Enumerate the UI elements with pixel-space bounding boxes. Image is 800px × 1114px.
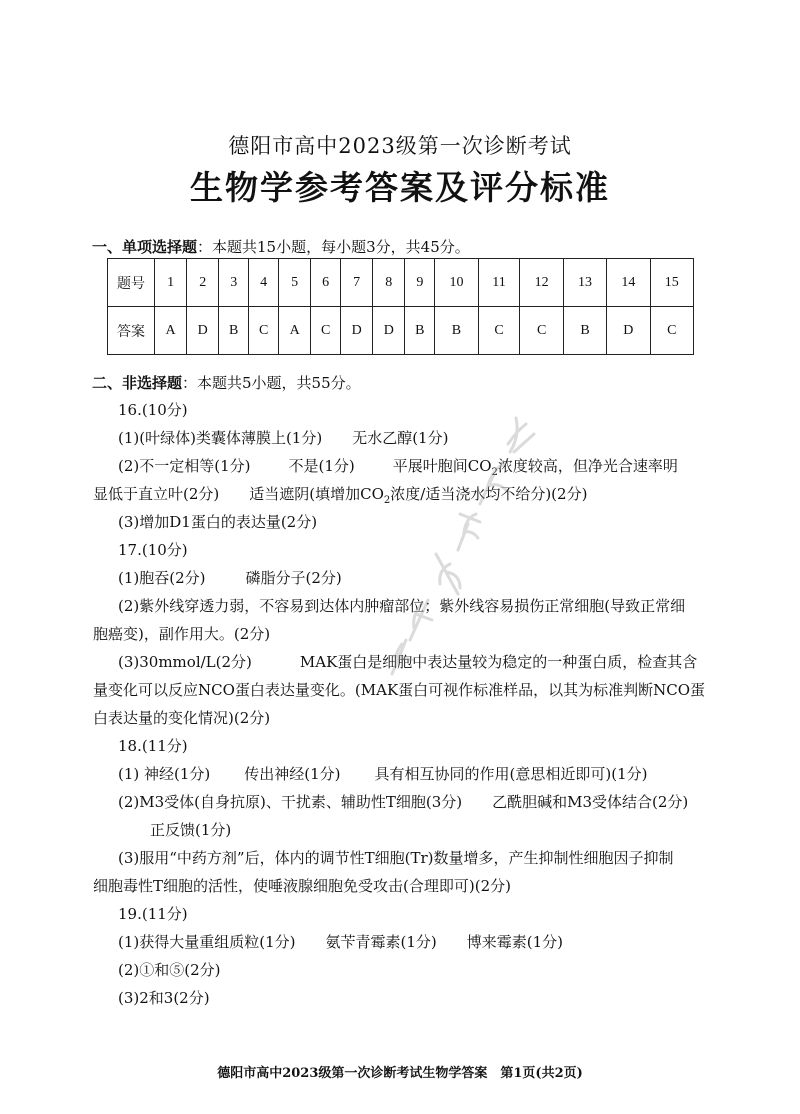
q19-heading: 19.(11分) bbox=[118, 905, 188, 923]
question-number: 4 bbox=[249, 259, 279, 307]
q17-part2-cont: 胞癌变)，副作用大。(2分) bbox=[93, 625, 271, 643]
question-number: 14 bbox=[607, 259, 650, 307]
q17-part2: (2)紫外线穿透力弱，不容易到达体内肿瘤部位；紫外线容易损伤正常细胞(导致正常细 bbox=[118, 597, 686, 615]
q16-part2-c: 平展叶胞间$CO_2$浓度较高，但净光合速率明 bbox=[392, 457, 678, 478]
q19-part3: (3)2和3(2分) bbox=[118, 989, 210, 1007]
q17-heading: 17.(10分) bbox=[118, 541, 188, 559]
section-2-heading bbox=[92, 372, 361, 393]
q19-part1 bbox=[118, 932, 563, 952]
q16-part2-cont bbox=[93, 484, 587, 511]
q16-part1 bbox=[118, 428, 448, 448]
row-head-number: 题号 bbox=[108, 259, 155, 307]
answer-cell: B bbox=[405, 307, 435, 355]
answer-cell: C bbox=[478, 307, 520, 355]
q18-part1 bbox=[118, 764, 647, 784]
q16-part1-b: 无水乙醇(1分) bbox=[352, 429, 449, 447]
answer-cell: D bbox=[373, 307, 405, 355]
q18-part2-c: 正反馈(1分) bbox=[150, 821, 232, 839]
q16-part2-a: (2)不一定相等(1分) bbox=[118, 457, 251, 475]
q17-part1-a: (1)胞吞(2分) bbox=[118, 569, 206, 587]
page-footer: 德阳市高中2023级第一次诊断考试生物学答案 第1页(共2页) bbox=[217, 1066, 583, 1081]
q18-part1-a: (1) 神经(1分) bbox=[118, 765, 211, 783]
q16-part2-b: 不是(1分) bbox=[288, 457, 355, 475]
question-number: 13 bbox=[563, 259, 606, 307]
q18-part2-a: (2)M3受体(自身抗原)、干扰素、辅助性T细胞(3分) bbox=[118, 793, 463, 811]
section-2-desc: ：本题共5小题，共55分。 bbox=[182, 374, 361, 392]
q19-part1-b: 氨苄青霉素(1分) bbox=[325, 933, 437, 951]
answer-cell: D bbox=[341, 307, 373, 355]
question-number: 3 bbox=[219, 259, 249, 307]
q18-part2-b: 乙酰胆碱和M3受体结合(2分) bbox=[492, 793, 689, 811]
answer-table bbox=[107, 258, 694, 355]
answer-cell: C bbox=[311, 307, 341, 355]
answer-cell: B bbox=[435, 307, 478, 355]
question-number: 11 bbox=[478, 259, 520, 307]
q19-part1-a: (1)获得大量重组质粒(1分) bbox=[118, 933, 296, 951]
question-number: 9 bbox=[405, 259, 435, 307]
answer-cell: C bbox=[650, 307, 694, 355]
question-number: 15 bbox=[650, 259, 694, 307]
q16-part2-e: 适当遮阴(填增加$CO_2$浓度/适当浇水均不给分)(2分) bbox=[249, 485, 588, 506]
section-1-label: 一、单项选择题 bbox=[92, 238, 198, 256]
question-number: 7 bbox=[341, 259, 373, 307]
answer-cell: D bbox=[187, 307, 219, 355]
exam-title: 德阳市高中2023级第一次诊断考试 bbox=[228, 134, 572, 158]
q18-part3-cont: 细胞毒性T细胞的活性，使唾液腺细胞免受攻击(合理即可)(2分) bbox=[93, 877, 511, 895]
question-number: 10 bbox=[435, 259, 478, 307]
row-head-answer: 答案 bbox=[108, 307, 155, 355]
answer-row bbox=[108, 307, 694, 355]
q18-heading: 18.(11分) bbox=[118, 737, 188, 755]
q19-part1-c: 博来霉素(1分) bbox=[466, 933, 563, 951]
q16-part2-d: 显低于直立叶(2分) bbox=[93, 485, 220, 503]
q18-part3: (3)服用“中药方剂”后，体内的调节性T细胞(Tr)数量增多，产生抑制性细胞因子抑制 bbox=[118, 849, 674, 867]
question-number-row bbox=[108, 259, 694, 307]
q16-part3: (3)增加D1蛋白的表达量(2分) bbox=[118, 513, 318, 531]
answer-cell: C bbox=[520, 307, 563, 355]
answer-cell: C bbox=[249, 307, 279, 355]
q17-part3 bbox=[118, 652, 697, 672]
answer-cell: A bbox=[279, 307, 311, 355]
question-number: 1 bbox=[155, 259, 187, 307]
answer-cell: D bbox=[607, 307, 650, 355]
q18-part1-c: 具有相互协同的作用(意思相近即可)(1分) bbox=[374, 765, 648, 783]
section-2-label: 二、非选择题 bbox=[92, 374, 183, 392]
answer-cell: B bbox=[563, 307, 606, 355]
q18-part2 bbox=[118, 792, 688, 812]
q19-part2: (2)①和⑤(2分) bbox=[118, 961, 221, 979]
question-number: 8 bbox=[373, 259, 405, 307]
question-number: 6 bbox=[311, 259, 341, 307]
q17-part1 bbox=[118, 568, 342, 588]
question-number: 5 bbox=[279, 259, 311, 307]
q17-part3-c: 量变化可以反应NCO蛋白表达量变化。(MAK蛋白可视作标准样品，以其为标准判断NCO蛋 bbox=[93, 681, 706, 699]
section-1-desc: ：本题共15小题，每小题3分，共45分。 bbox=[197, 238, 470, 256]
q17-part3-a: (3)30mmol/L(2分) bbox=[118, 653, 252, 671]
q17-part1-b: 磷脂分子(2分) bbox=[245, 569, 342, 587]
q16-heading: 16.(10分) bbox=[118, 401, 188, 419]
answer-cell: A bbox=[155, 307, 187, 355]
q17-part3-d: 白表达量的变化情况)(2分) bbox=[93, 709, 271, 727]
q16-part2 bbox=[118, 456, 678, 483]
q16-part1-a: (1)(叶绿体)类囊体薄膜上(1分) bbox=[118, 429, 323, 447]
question-number: 12 bbox=[520, 259, 563, 307]
section-1-heading bbox=[92, 236, 470, 257]
question-number: 2 bbox=[187, 259, 219, 307]
page-title: 生物学参考答案及评分标准 bbox=[190, 168, 610, 207]
q17-part3-b: MAK蛋白是细胞中表达量较为稳定的一种蛋白质，检查其含 bbox=[299, 653, 698, 671]
answer-cell: B bbox=[219, 307, 249, 355]
q18-part1-b: 传出神经(1分) bbox=[244, 765, 341, 783]
